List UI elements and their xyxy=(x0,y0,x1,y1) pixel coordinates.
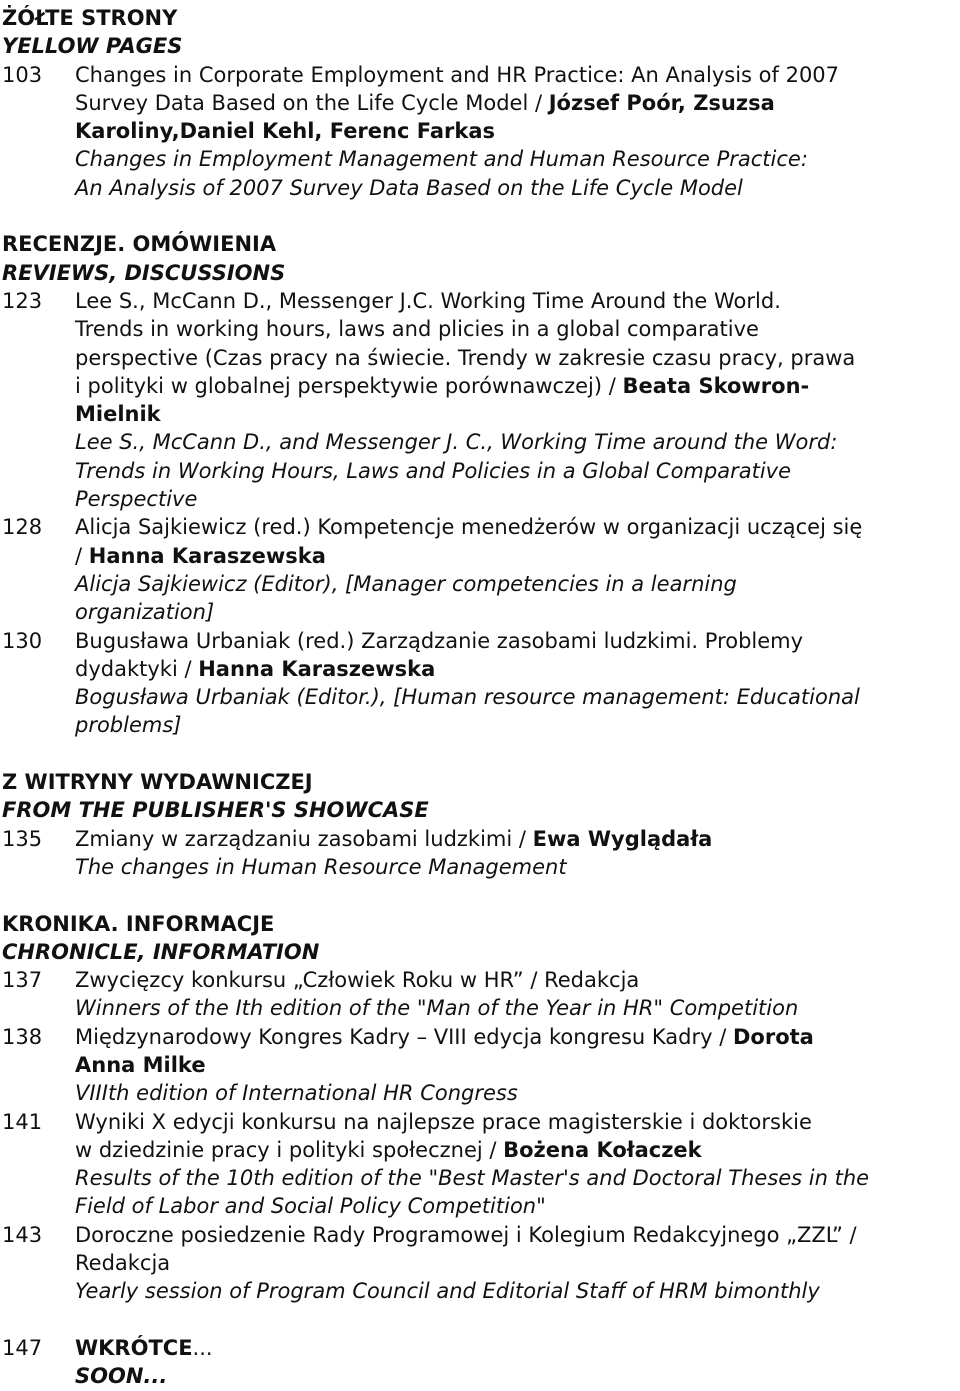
entry-translation: organization] xyxy=(75,600,215,625)
section-title-pl: Z WITRYNY WYDAWNICZEJ xyxy=(2,770,313,795)
spacer xyxy=(0,740,960,768)
entry-authors: József Poór, Zsuzsa xyxy=(548,90,775,115)
toc-entry-141[interactable] xyxy=(0,1108,960,1221)
entry-authors: Karoliny,Daniel Kehl, Ferenc Farkas xyxy=(75,119,496,144)
section-title-en: CHRONICLE, INFORMATION xyxy=(2,939,320,964)
page-number: 147 xyxy=(2,1335,43,1360)
entry-title-line: w dziedzinie pracy i polityki społecznej / Bożena Kołaczek xyxy=(75,1137,702,1162)
entry-translation: Bogusława Urbaniak (Editor.), [Human resource management: Educational xyxy=(75,685,860,710)
entry-authors: Ewa Wyglądała xyxy=(532,826,713,851)
entry-title-line: Changes in Corporate Employment and HR Practice: An Analysis of 2007 xyxy=(75,62,840,87)
entry-title-line: Lee S., McCann D., Messenger J.C. Working Time Around the World. xyxy=(75,288,781,313)
toc-entry-123[interactable] xyxy=(0,287,960,513)
entry-translation: Winners of the Ith edition of the "Man of the Year in HR" Competition xyxy=(75,996,799,1021)
entry-title-line: Alicja Sajkiewicz (red.) Kompetencje menedżerów w organizacji uczącej się xyxy=(75,515,863,540)
entry-authors: Hanna Karaszewska xyxy=(198,656,436,681)
toc-entry-128[interactable] xyxy=(0,513,960,626)
section-reviews xyxy=(0,230,960,739)
page-number: 128 xyxy=(2,515,43,540)
entry-translation: Changes in Employment Management and Human Resource Practice: xyxy=(75,147,808,172)
toc-entry-143[interactable] xyxy=(0,1221,960,1306)
entry-title-line: WKRÓTCE... xyxy=(75,1335,213,1360)
toc-entry-138[interactable] xyxy=(0,1023,960,1108)
entry-title-line: Trends in working hours, laws and plicies in a global comparative xyxy=(75,317,759,342)
entry-authors: Beata Skowron- xyxy=(622,373,810,398)
entry-translation: Lee S., McCann D., and Messenger J. C., Working Time around the Word: xyxy=(75,430,838,455)
page-number: 135 xyxy=(2,826,43,851)
section-title-en: YELLOW PAGES xyxy=(2,34,183,59)
entry-translation: An Analysis of 2007 Survey Data Based on the Life Cycle Model xyxy=(75,175,743,200)
spacer xyxy=(0,1306,960,1334)
entry-authors: Hanna Karaszewska xyxy=(88,543,326,568)
entry-authors: Dorota xyxy=(732,1024,814,1049)
section-title-pl: RECENZJE. OMÓWIENIA xyxy=(2,232,277,257)
page-number: 143 xyxy=(2,1222,43,1247)
toc-entry-137[interactable] xyxy=(0,966,960,1023)
section-title-en: FROM THE PUBLISHER'S SHOWCASE xyxy=(2,798,429,823)
entry-translation: Perspective xyxy=(75,487,198,512)
toc-entry-103[interactable] xyxy=(0,61,960,202)
entry-translation: VIIIth edition of International HR Congress xyxy=(75,1081,518,1106)
section-chronicle xyxy=(0,910,960,1391)
entry-translation: Yearly session of Program Council and Editorial Staff of HRM bimonthly xyxy=(75,1279,820,1304)
page-number: 137 xyxy=(2,968,43,993)
section-title-en: REVIEWS, DISCUSSIONS xyxy=(2,260,286,285)
page-number: 123 xyxy=(2,288,43,313)
toc-entry-147[interactable] xyxy=(0,1334,960,1391)
entry-translation: problems] xyxy=(75,713,182,738)
entry-translation: SOON... xyxy=(75,1364,168,1389)
section-publisher-showcase xyxy=(0,768,960,881)
entry-translation: Alicja Sajkiewicz (Editor), [Manager competencies in a learning xyxy=(75,571,737,596)
entry-authors: Bożena Kołaczek xyxy=(503,1137,702,1162)
entry-title-line: Wyniki X edycji konkursu na najlepsze prace magisterskie i doktorskie xyxy=(75,1109,812,1134)
entry-authors: Mielnik xyxy=(75,402,161,427)
section-title-pl: KRONIKA. INFORMACJE xyxy=(2,911,275,936)
spacer xyxy=(0,881,960,909)
toc-entry-130[interactable] xyxy=(0,627,960,740)
spacer xyxy=(0,202,960,230)
entry-translation: Field of Labor and Social Policy Competition" xyxy=(75,1194,546,1219)
entry-title-line: dydaktyki / Hanna Karaszewska xyxy=(75,656,436,681)
section-title-pl: ŻÓŁTE STRONY xyxy=(2,6,178,30)
entry-title-line: Doroczne posiedzenie Rady Programowej i Kolegium Redakcyjnego „ZZL” / xyxy=(75,1222,857,1247)
entry-title-line: Zwycięzcy konkursu „Człowiek Roku w HR” / Redakcja xyxy=(75,968,640,993)
entry-translation: The changes in Human Resource Management xyxy=(75,854,567,879)
entry-title-line: perspective (Czas pracy na świecie. Trendy w zakresie czasu pracy, prawa xyxy=(75,345,856,370)
entry-title-line: i polityki w globalnej perspektywie porównawczej) / Beata Skowron- xyxy=(75,373,810,398)
entry-title-line: / Hanna Karaszewska xyxy=(75,543,326,568)
page-number: 141 xyxy=(2,1109,43,1134)
page-number: 103 xyxy=(2,62,43,87)
entry-title-line: Międzynarodowy Kongres Kadry – VIII edycja kongresu Kadry / Dorota xyxy=(75,1024,814,1049)
entry-translation: Results of the 10th edition of the "Best Master's and Doctoral Theses in the xyxy=(75,1166,870,1191)
entry-translation: Trends in Working Hours, Laws and Policies in a Global Comparative xyxy=(75,458,792,483)
entry-title-line: Zmiany w zarządzaniu zasobami ludzkimi / Ewa Wyglądała xyxy=(75,826,713,851)
entry-title-line: Survey Data Based on the Life Cycle Model / József Poór, Zsuzsa xyxy=(75,90,775,115)
entry-title-line: Redakcja xyxy=(75,1251,171,1276)
page-number: 130 xyxy=(2,628,43,653)
entry-title-line: Bugusława Urbaniak (red.) Zarządzanie zasobami ludzkimi. Problemy xyxy=(75,628,804,653)
toc-entry-135[interactable] xyxy=(0,825,960,882)
section-yellow-pages xyxy=(0,0,960,202)
entry-authors: Anna Milke xyxy=(75,1052,206,1077)
page-number: 138 xyxy=(2,1024,43,1049)
